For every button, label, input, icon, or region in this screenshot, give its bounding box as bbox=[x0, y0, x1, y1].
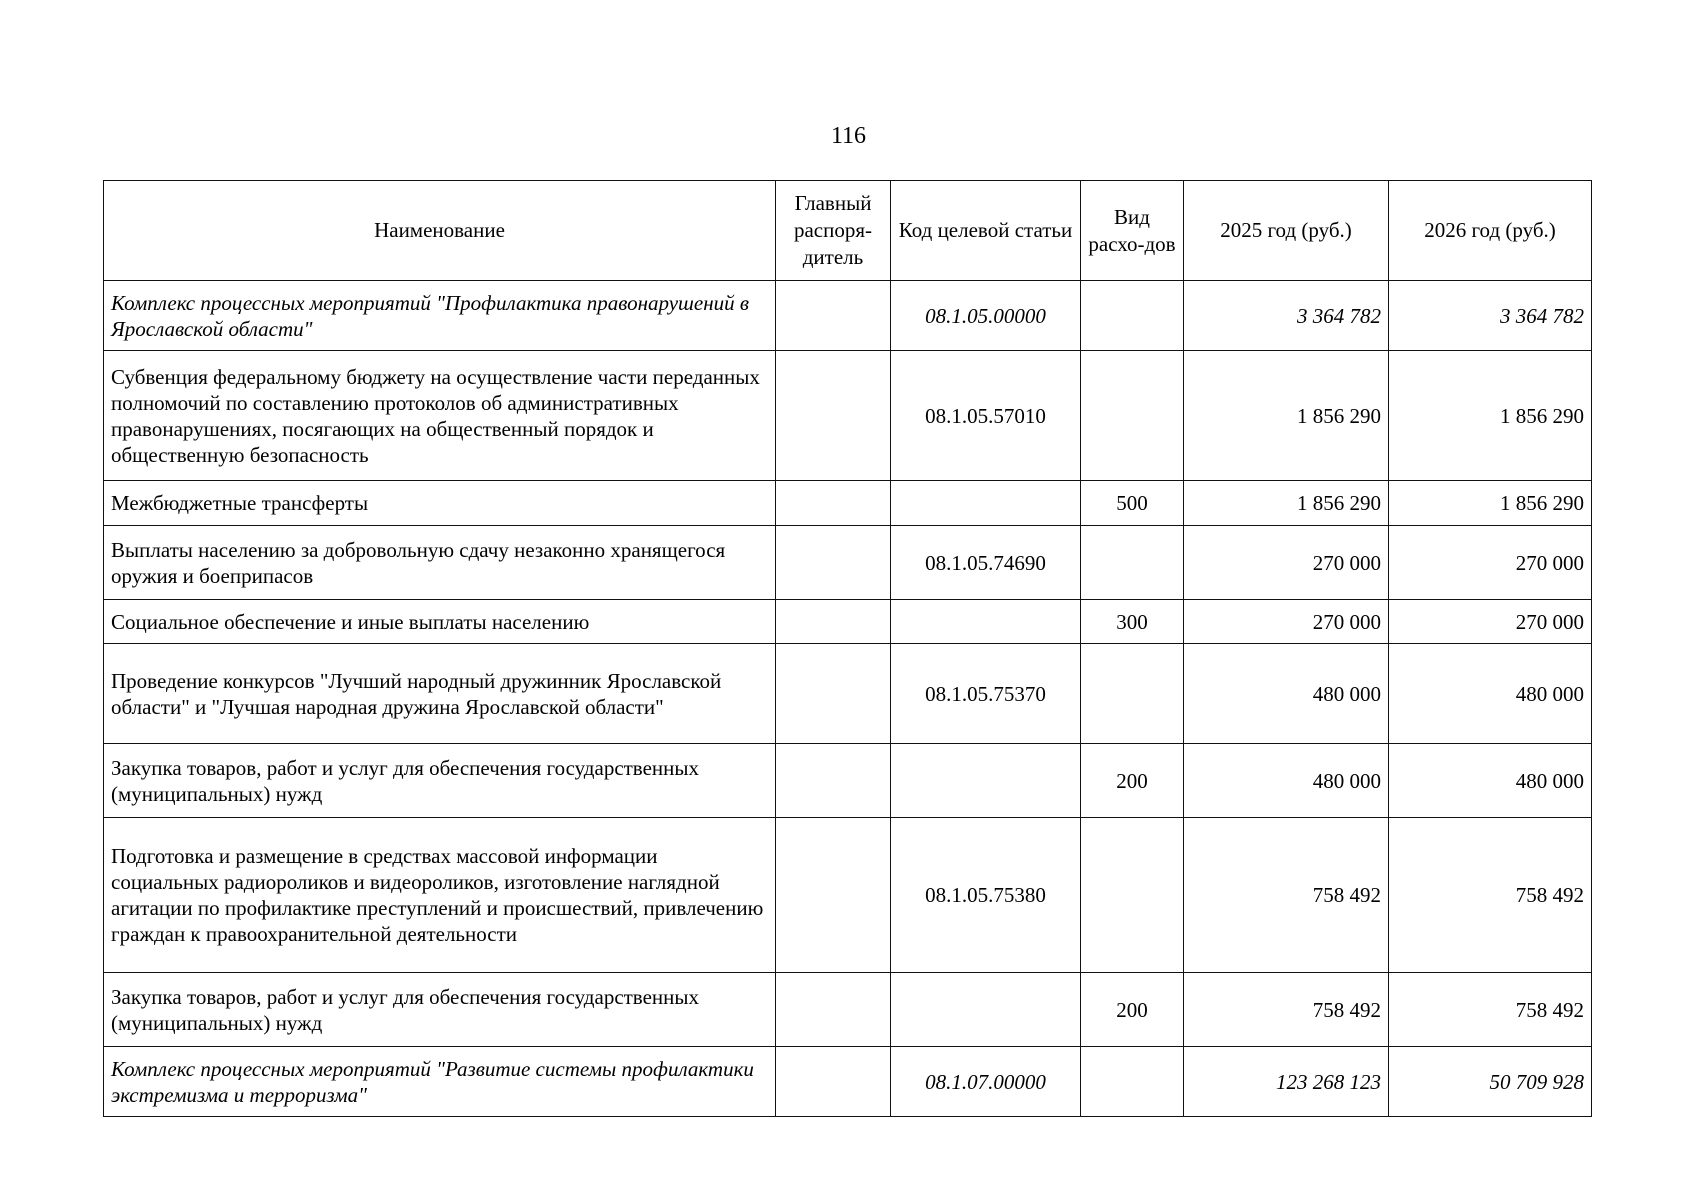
header-kind: Вид расхо-дов bbox=[1081, 181, 1184, 281]
cell-kind bbox=[1081, 644, 1184, 744]
cell-code: 08.1.05.75370 bbox=[891, 644, 1081, 744]
cell-2025: 270 000 bbox=[1184, 600, 1389, 644]
cell-2025: 480 000 bbox=[1184, 644, 1389, 744]
cell-kind: 300 bbox=[1081, 600, 1184, 644]
cell-manager bbox=[776, 1047, 891, 1117]
cell-2025: 3 364 782 bbox=[1184, 281, 1389, 351]
cell-kind bbox=[1081, 281, 1184, 351]
table-row bbox=[104, 744, 1592, 818]
cell-name: Проведение конкурсов "Лучший народный дружинник Ярославской области" и "Лучшая народная дружина Ярославской области" bbox=[104, 644, 776, 744]
cell-2026: 3 364 782 bbox=[1389, 281, 1592, 351]
cell-2026: 480 000 bbox=[1389, 644, 1592, 744]
table-row bbox=[104, 481, 1592, 526]
cell-name: Социальное обеспечение и иные выплаты населению bbox=[104, 600, 776, 644]
cell-code: 08.1.07.00000 bbox=[891, 1047, 1081, 1117]
cell-code: 08.1.05.74690 bbox=[891, 526, 1081, 600]
cell-kind: 200 bbox=[1081, 744, 1184, 818]
cell-2026: 480 000 bbox=[1389, 744, 1592, 818]
cell-2025: 758 492 bbox=[1184, 973, 1389, 1047]
header-2025: 2025 год (руб.) bbox=[1184, 181, 1389, 281]
cell-manager bbox=[776, 481, 891, 526]
cell-2025: 480 000 bbox=[1184, 744, 1389, 818]
cell-2026: 270 000 bbox=[1389, 526, 1592, 600]
budget-table bbox=[103, 180, 1592, 1117]
cell-code: 08.1.05.75380 bbox=[891, 818, 1081, 973]
cell-kind bbox=[1081, 526, 1184, 600]
cell-name: Субвенция федеральному бюджету на осуществление части переданных полномочий по составлению протоколов об административных правонарушениях, посягающих на общественный порядок и общественную безопасность bbox=[104, 351, 776, 481]
header-manager: Главный распоря-дитель bbox=[776, 181, 891, 281]
table-body bbox=[104, 281, 1592, 1117]
cell-kind bbox=[1081, 1047, 1184, 1117]
cell-name: Выплаты населению за добровольную сдачу незаконно хранящегося оружия и боеприпасов bbox=[104, 526, 776, 600]
cell-code: 08.1.05.00000 bbox=[891, 281, 1081, 351]
cell-kind bbox=[1081, 818, 1184, 973]
table-row bbox=[104, 351, 1592, 481]
cell-2026: 1 856 290 bbox=[1389, 481, 1592, 526]
cell-name: Комплекс процессных мероприятий "Развитие системы профилактики экстремизма и терроризма" bbox=[104, 1047, 776, 1117]
cell-manager bbox=[776, 351, 891, 481]
header-row bbox=[104, 181, 1592, 281]
cell-manager bbox=[776, 644, 891, 744]
cell-manager bbox=[776, 526, 891, 600]
cell-code: 08.1.05.57010 bbox=[891, 351, 1081, 481]
cell-name: Межбюджетные трансферты bbox=[104, 481, 776, 526]
header-name: Наименование bbox=[104, 181, 776, 281]
table-row bbox=[104, 600, 1592, 644]
cell-2026: 758 492 bbox=[1389, 818, 1592, 973]
cell-2026: 270 000 bbox=[1389, 600, 1592, 644]
table-row bbox=[104, 526, 1592, 600]
cell-code bbox=[891, 973, 1081, 1047]
table-row bbox=[104, 644, 1592, 744]
cell-manager bbox=[776, 744, 891, 818]
cell-manager bbox=[776, 600, 891, 644]
page-number: 116 bbox=[830, 123, 867, 149]
cell-2026: 758 492 bbox=[1389, 973, 1592, 1047]
cell-2025: 758 492 bbox=[1184, 818, 1389, 973]
cell-2025: 270 000 bbox=[1184, 526, 1389, 600]
cell-2025: 1 856 290 bbox=[1184, 351, 1389, 481]
cell-code bbox=[891, 600, 1081, 644]
cell-2025: 1 856 290 bbox=[1184, 481, 1389, 526]
cell-name: Закупка товаров, работ и услуг для обеспечения государственных (муниципальных) нужд bbox=[104, 744, 776, 818]
cell-2026: 1 856 290 bbox=[1389, 351, 1592, 481]
cell-kind: 500 bbox=[1081, 481, 1184, 526]
cell-2026: 50 709 928 bbox=[1389, 1047, 1592, 1117]
cell-code bbox=[891, 744, 1081, 818]
cell-2025: 123 268 123 bbox=[1184, 1047, 1389, 1117]
cell-code bbox=[891, 481, 1081, 526]
cell-name: Подготовка и размещение в средствах массовой информации социальных радиороликов и видеороликов, изготовление наглядной агитации по профилактике преступлений и происшествий, привлечению граждан к правоохранительной деятельности bbox=[104, 818, 776, 973]
table-row bbox=[104, 281, 1592, 351]
header-code: Код целевой статьи bbox=[891, 181, 1081, 281]
table-row bbox=[104, 973, 1592, 1047]
header-2026: 2026 год (руб.) bbox=[1389, 181, 1592, 281]
cell-name: Закупка товаров, работ и услуг для обеспечения государственных (муниципальных) нужд bbox=[104, 973, 776, 1047]
table-row bbox=[104, 1047, 1592, 1117]
table-row bbox=[104, 818, 1592, 973]
cell-kind: 200 bbox=[1081, 973, 1184, 1047]
cell-manager bbox=[776, 973, 891, 1047]
cell-kind bbox=[1081, 351, 1184, 481]
cell-manager bbox=[776, 818, 891, 973]
cell-manager bbox=[776, 281, 891, 351]
cell-name: Комплекс процессных мероприятий "Профилактика правонарушений в Ярославской области" bbox=[104, 281, 776, 351]
